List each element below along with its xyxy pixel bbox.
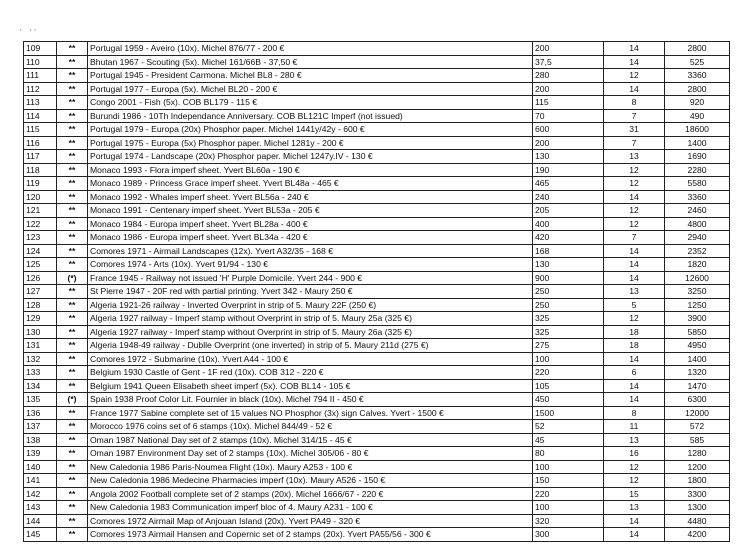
lot-number-cell: 115 bbox=[24, 123, 57, 137]
catalog-value-cell: 100 bbox=[533, 501, 604, 515]
lot-number-cell: 136 bbox=[24, 406, 57, 420]
lot-number-cell: 135 bbox=[24, 393, 57, 407]
description-cell: Portugal 1977 - Europa (5x). Michel BL20 - 200 € bbox=[88, 82, 533, 96]
lot-number-cell: 130 bbox=[24, 325, 57, 339]
condition-cell: ** bbox=[57, 352, 88, 366]
table-row bbox=[24, 528, 730, 542]
description-cell: Algeria 1948-49 railway - Dublle Overprint (one inverted) in strip of 5. Maury 211d (275 €) bbox=[88, 339, 533, 353]
catalog-value-cell: 70 bbox=[533, 109, 604, 123]
lot-number-cell: 117 bbox=[24, 150, 57, 164]
catalog-value-cell: 320 bbox=[533, 514, 604, 528]
catalog-value-cell: 80 bbox=[533, 447, 604, 461]
total-value-cell: 920 bbox=[665, 96, 730, 110]
quantity-cell: 14 bbox=[604, 393, 665, 407]
description-cell: New Caledonia 1986 Paris-Noumea Flight (10x). Maury A253 - 100 € bbox=[88, 460, 533, 474]
condition-cell: ** bbox=[57, 244, 88, 258]
table-row bbox=[24, 298, 730, 312]
description-cell: Oman 1987 Environment Day set of 2 stamps (10x). Michel 305/06 - 80 € bbox=[88, 447, 533, 461]
quantity-cell: 18 bbox=[604, 339, 665, 353]
condition-cell: ** bbox=[57, 285, 88, 299]
table-row bbox=[24, 339, 730, 353]
description-cell: Bhutan 1967 - Scouting (5x). Michel 161/66B - 37,50 € bbox=[88, 55, 533, 69]
condition-cell: ** bbox=[57, 231, 88, 245]
quantity-cell: 14 bbox=[604, 42, 665, 56]
condition-cell: ** bbox=[57, 96, 88, 110]
quantity-cell: 14 bbox=[604, 352, 665, 366]
lot-number-cell: 125 bbox=[24, 258, 57, 272]
total-value-cell: 2280 bbox=[665, 163, 730, 177]
description-cell: Comores 1973 Airmail Hansen and Copernic set of 2 stamps (20x). Yvert PA55/56 - 300 € bbox=[88, 528, 533, 542]
total-value-cell: 1200 bbox=[665, 460, 730, 474]
total-value-cell: 572 bbox=[665, 420, 730, 434]
lot-number-cell: 120 bbox=[24, 190, 57, 204]
total-value-cell: 1800 bbox=[665, 474, 730, 488]
description-cell: Algeria 1927 railway - Imperf stamp without Overprint in strip of 5. Maury 26a (325 €) bbox=[88, 325, 533, 339]
total-value-cell: 2800 bbox=[665, 42, 730, 56]
quantity-cell: 12 bbox=[604, 460, 665, 474]
catalog-value-cell: 100 bbox=[533, 352, 604, 366]
description-cell: Monaco 1992 - Whales imperf sheet. Yvert BL56a - 240 € bbox=[88, 190, 533, 204]
quantity-cell: 12 bbox=[604, 204, 665, 218]
condition-cell: ** bbox=[57, 42, 88, 56]
catalog-value-cell: 150 bbox=[533, 474, 604, 488]
condition-cell: ** bbox=[57, 190, 88, 204]
lot-number-cell: 139 bbox=[24, 447, 57, 461]
total-value-cell: 1470 bbox=[665, 379, 730, 393]
table-row bbox=[24, 69, 730, 83]
quantity-cell: 18 bbox=[604, 325, 665, 339]
condition-cell: ** bbox=[57, 406, 88, 420]
quantity-cell: 8 bbox=[604, 96, 665, 110]
quantity-cell: 7 bbox=[604, 136, 665, 150]
table-row bbox=[24, 447, 730, 461]
catalog-value-cell: 450 bbox=[533, 393, 604, 407]
catalog-value-cell: 205 bbox=[533, 204, 604, 218]
quantity-cell: 8 bbox=[604, 406, 665, 420]
lot-number-cell: 128 bbox=[24, 298, 57, 312]
description-cell: Monaco 1984 - Europa imperf sheet. Yvert BL28a - 400 € bbox=[88, 217, 533, 231]
total-value-cell: 4800 bbox=[665, 217, 730, 231]
table-row bbox=[24, 258, 730, 272]
condition-cell: ** bbox=[57, 366, 88, 380]
lot-number-cell: 132 bbox=[24, 352, 57, 366]
condition-cell: ** bbox=[57, 217, 88, 231]
quantity-cell: 13 bbox=[604, 501, 665, 515]
lot-number-cell: 109 bbox=[24, 42, 57, 56]
table-row bbox=[24, 123, 730, 137]
table-row bbox=[24, 190, 730, 204]
quantity-cell: 14 bbox=[604, 528, 665, 542]
quantity-cell: 12 bbox=[604, 312, 665, 326]
description-cell: Algeria 1927 railway - Imperf stamp without Overprint in strip of 5. Maury 25a (325 €) bbox=[88, 312, 533, 326]
total-value-cell: 5580 bbox=[665, 177, 730, 191]
condition-cell: ** bbox=[57, 514, 88, 528]
condition-cell: (*) bbox=[57, 271, 88, 285]
quantity-cell: 12 bbox=[604, 217, 665, 231]
lot-number-cell: 114 bbox=[24, 109, 57, 123]
table-row bbox=[24, 501, 730, 515]
description-cell: Belgium 1930 Castle of Gent - 1F red (10x). COB 312 - 220 € bbox=[88, 366, 533, 380]
table-row bbox=[24, 379, 730, 393]
description-cell: Burundi 1986 - 10Th Independance Anniversary. COB BL121C Imperf (not issued) bbox=[88, 109, 533, 123]
total-value-cell: 3300 bbox=[665, 487, 730, 501]
lot-number-cell: 119 bbox=[24, 177, 57, 191]
quantity-cell: 13 bbox=[604, 150, 665, 164]
table-row bbox=[24, 285, 730, 299]
description-cell: Monaco 1986 - Europa imperf sheet. Yvert BL34a - 420 € bbox=[88, 231, 533, 245]
description-cell: Monaco 1989 - Princess Grace imperf sheet. Yvert BL48a - 465 € bbox=[88, 177, 533, 191]
stamp-lot-table bbox=[23, 41, 730, 542]
catalog-value-cell: 100 bbox=[533, 460, 604, 474]
catalog-value-cell: 200 bbox=[533, 42, 604, 56]
total-value-cell: 4950 bbox=[665, 339, 730, 353]
catalog-value-cell: 200 bbox=[533, 136, 604, 150]
condition-cell: ** bbox=[57, 69, 88, 83]
condition-cell: ** bbox=[57, 501, 88, 515]
catalog-value-cell: 168 bbox=[533, 244, 604, 258]
table-row bbox=[24, 393, 730, 407]
description-cell: New Caledonia 1986 Medecine Pharmacies imperf (10x). Maury A526 - 150 € bbox=[88, 474, 533, 488]
total-value-cell: 3360 bbox=[665, 190, 730, 204]
condition-cell: ** bbox=[57, 204, 88, 218]
lot-number-cell: 111 bbox=[24, 69, 57, 83]
quantity-cell: 6 bbox=[604, 366, 665, 380]
lot-number-cell: 121 bbox=[24, 204, 57, 218]
table-row bbox=[24, 433, 730, 447]
catalog-value-cell: 420 bbox=[533, 231, 604, 245]
catalog-value-cell: 240 bbox=[533, 190, 604, 204]
lot-number-cell: 131 bbox=[24, 339, 57, 353]
condition-cell: ** bbox=[57, 163, 88, 177]
condition-cell: ** bbox=[57, 433, 88, 447]
quantity-cell: 14 bbox=[604, 271, 665, 285]
catalog-value-cell: 400 bbox=[533, 217, 604, 231]
condition-cell: ** bbox=[57, 474, 88, 488]
description-cell: St Pierre 1947 - 20F red with partial printing. Yvert 342 - Maury 250 € bbox=[88, 285, 533, 299]
description-cell: Portugal 1959 - Aveiro (10x). Michel 876/77 - 200 € bbox=[88, 42, 533, 56]
catalog-value-cell: 52 bbox=[533, 420, 604, 434]
table-row bbox=[24, 514, 730, 528]
lot-number-cell: 145 bbox=[24, 528, 57, 542]
total-value-cell: 2352 bbox=[665, 244, 730, 258]
quantity-cell: 5 bbox=[604, 298, 665, 312]
total-value-cell: 1690 bbox=[665, 150, 730, 164]
catalog-value-cell: 250 bbox=[533, 298, 604, 312]
quantity-cell: 11 bbox=[604, 420, 665, 434]
lot-number-cell: 112 bbox=[24, 82, 57, 96]
table-row bbox=[24, 312, 730, 326]
quantity-cell: 12 bbox=[604, 177, 665, 191]
total-value-cell: 1400 bbox=[665, 136, 730, 150]
catalog-value-cell: 220 bbox=[533, 487, 604, 501]
catalog-value-cell: 325 bbox=[533, 312, 604, 326]
quantity-cell: 12 bbox=[604, 69, 665, 83]
total-value-cell: 1400 bbox=[665, 352, 730, 366]
table-row bbox=[24, 82, 730, 96]
table-row bbox=[24, 460, 730, 474]
condition-cell: ** bbox=[57, 55, 88, 69]
catalog-value-cell: 190 bbox=[533, 163, 604, 177]
table-row bbox=[24, 217, 730, 231]
total-value-cell: 18600 bbox=[665, 123, 730, 137]
lot-number-cell: 113 bbox=[24, 96, 57, 110]
condition-cell: ** bbox=[57, 487, 88, 501]
catalog-value-cell: 37,5 bbox=[533, 55, 604, 69]
description-cell: Portugal 1979 - Europa (20x) Phosphor paper. Michel 1441y/42y - 600 € bbox=[88, 123, 533, 137]
quantity-cell: 14 bbox=[604, 55, 665, 69]
lot-number-cell: 142 bbox=[24, 487, 57, 501]
table-body bbox=[24, 42, 730, 542]
catalog-value-cell: 130 bbox=[533, 258, 604, 272]
quantity-cell: 15 bbox=[604, 487, 665, 501]
quantity-cell: 12 bbox=[604, 474, 665, 488]
quantity-cell: 14 bbox=[604, 379, 665, 393]
description-cell: Algeria 1921-26 railway - Inverted Overprint in strip of 5. Maury 22F (250 €) bbox=[88, 298, 533, 312]
lot-number-cell: 123 bbox=[24, 231, 57, 245]
table-row bbox=[24, 109, 730, 123]
total-value-cell: 4200 bbox=[665, 528, 730, 542]
catalog-value-cell: 130 bbox=[533, 150, 604, 164]
total-value-cell: 490 bbox=[665, 109, 730, 123]
condition-cell: ** bbox=[57, 447, 88, 461]
condition-cell: ** bbox=[57, 339, 88, 353]
condition-cell: ** bbox=[57, 150, 88, 164]
description-cell: Belgium 1941 Queen Elisabeth sheet imperf (5x). COB BL14 - 105 € bbox=[88, 379, 533, 393]
total-value-cell: 2800 bbox=[665, 82, 730, 96]
condition-cell: ** bbox=[57, 460, 88, 474]
table-row bbox=[24, 271, 730, 285]
table-row bbox=[24, 42, 730, 56]
condition-cell: ** bbox=[57, 298, 88, 312]
description-cell: France 1977 Sabine complete set of 15 values NO Phosphor (3x) sign Calves. Yvert - 1500 € bbox=[88, 406, 533, 420]
quantity-cell: 14 bbox=[604, 244, 665, 258]
quantity-cell: 7 bbox=[604, 231, 665, 245]
catalog-value-cell: 220 bbox=[533, 366, 604, 380]
quantity-cell: 12 bbox=[604, 163, 665, 177]
catalog-value-cell: 275 bbox=[533, 339, 604, 353]
quantity-cell: 7 bbox=[604, 109, 665, 123]
total-value-cell: 1300 bbox=[665, 501, 730, 515]
total-value-cell: 3900 bbox=[665, 312, 730, 326]
lot-number-cell: 133 bbox=[24, 366, 57, 380]
total-value-cell: 2940 bbox=[665, 231, 730, 245]
table-row bbox=[24, 231, 730, 245]
description-cell: Comores 1974 - Arts (10x). Yvert 91/94 - 130 € bbox=[88, 258, 533, 272]
condition-cell: (*) bbox=[57, 393, 88, 407]
total-value-cell: 12000 bbox=[665, 406, 730, 420]
lot-number-cell: 137 bbox=[24, 420, 57, 434]
description-cell: Congo 2001 - Fish (5x). COB BL179 - 115 € bbox=[88, 96, 533, 110]
table-row bbox=[24, 406, 730, 420]
lot-number-cell: 144 bbox=[24, 514, 57, 528]
description-cell: Oman 1987 National Day set of 2 stamps (10x). Michel 314/15 - 45 € bbox=[88, 433, 533, 447]
total-value-cell: 525 bbox=[665, 55, 730, 69]
total-value-cell: 4480 bbox=[665, 514, 730, 528]
lot-number-cell: 116 bbox=[24, 136, 57, 150]
total-value-cell: 1820 bbox=[665, 258, 730, 272]
scan-mark: ' '' bbox=[20, 28, 39, 37]
description-cell: Comores 1971 - Airmail Landscapes (12x). Yvert A32/35 - 168 € bbox=[88, 244, 533, 258]
total-value-cell: 1320 bbox=[665, 366, 730, 380]
lot-number-cell: 110 bbox=[24, 55, 57, 69]
description-cell: Portugal 1975 - Europa (5x) Phosphor paper. Michel 1281y - 200 € bbox=[88, 136, 533, 150]
description-cell: Portugal 1945 - President Carmona. Michel BL8 - 280 € bbox=[88, 69, 533, 83]
description-cell: Monaco 1993 - Flora imperf sheet. Yvert BL60a - 190 € bbox=[88, 163, 533, 177]
catalog-value-cell: 1500 bbox=[533, 406, 604, 420]
table-row bbox=[24, 420, 730, 434]
table-row bbox=[24, 163, 730, 177]
total-value-cell: 6300 bbox=[665, 393, 730, 407]
condition-cell: ** bbox=[57, 258, 88, 272]
condition-cell: ** bbox=[57, 123, 88, 137]
table-row bbox=[24, 325, 730, 339]
lot-number-cell: 126 bbox=[24, 271, 57, 285]
condition-cell: ** bbox=[57, 312, 88, 326]
description-cell: New Caledonia 1983 Communication imperf bloc of 4. Maury A231 - 100 € bbox=[88, 501, 533, 515]
description-cell: Comores 1972 - Submarine (10x). Yvert A44 - 100 € bbox=[88, 352, 533, 366]
description-cell: Monaco 1991 - Centenary imperf sheet. Yvert BL53a - 205 € bbox=[88, 204, 533, 218]
condition-cell: ** bbox=[57, 379, 88, 393]
lot-number-cell: 122 bbox=[24, 217, 57, 231]
catalog-value-cell: 600 bbox=[533, 123, 604, 137]
table-row bbox=[24, 177, 730, 191]
table-row bbox=[24, 96, 730, 110]
table-row bbox=[24, 487, 730, 501]
catalog-value-cell: 300 bbox=[533, 528, 604, 542]
catalog-value-cell: 325 bbox=[533, 325, 604, 339]
catalog-value-cell: 465 bbox=[533, 177, 604, 191]
description-cell: Angola 2002 Football complete set of 2 stamps (20x). Michel 1666/67 - 220 € bbox=[88, 487, 533, 501]
table-row bbox=[24, 366, 730, 380]
quantity-cell: 14 bbox=[604, 258, 665, 272]
total-value-cell: 1250 bbox=[665, 298, 730, 312]
condition-cell: ** bbox=[57, 177, 88, 191]
lot-number-cell: 138 bbox=[24, 433, 57, 447]
description-cell: Portugal 1974 - Landscape (20x) Phosphor paper. Michel 1247y.IV - 130 € bbox=[88, 150, 533, 164]
catalog-value-cell: 105 bbox=[533, 379, 604, 393]
catalog-value-cell: 250 bbox=[533, 285, 604, 299]
total-value-cell: 5850 bbox=[665, 325, 730, 339]
catalog-value-cell: 115 bbox=[533, 96, 604, 110]
table-row bbox=[24, 136, 730, 150]
quantity-cell: 16 bbox=[604, 447, 665, 461]
condition-cell: ** bbox=[57, 528, 88, 542]
description-cell: Comores 1972 Airmail Map of Anjouan Island (20x). Yvert PA49 - 320 € bbox=[88, 514, 533, 528]
lot-number-cell: 134 bbox=[24, 379, 57, 393]
condition-cell: ** bbox=[57, 109, 88, 123]
condition-cell: ** bbox=[57, 420, 88, 434]
lot-number-cell: 118 bbox=[24, 163, 57, 177]
catalog-value-cell: 45 bbox=[533, 433, 604, 447]
lot-number-cell: 143 bbox=[24, 501, 57, 515]
table-row bbox=[24, 150, 730, 164]
catalog-value-cell: 200 bbox=[533, 82, 604, 96]
condition-cell: ** bbox=[57, 136, 88, 150]
table-row bbox=[24, 474, 730, 488]
quantity-cell: 14 bbox=[604, 514, 665, 528]
catalog-value-cell: 900 bbox=[533, 271, 604, 285]
total-value-cell: 585 bbox=[665, 433, 730, 447]
description-cell: Morocco 1976 coins set of 6 stamps (10x). Michel 844/49 - 52 € bbox=[88, 420, 533, 434]
lot-number-cell: 127 bbox=[24, 285, 57, 299]
table-row bbox=[24, 352, 730, 366]
total-value-cell: 3360 bbox=[665, 69, 730, 83]
quantity-cell: 13 bbox=[604, 285, 665, 299]
quantity-cell: 31 bbox=[604, 123, 665, 137]
description-cell: Spain 1938 Proof Color Lit. Fournier in black (10x). Michel 794 II - 450 € bbox=[88, 393, 533, 407]
lot-number-cell: 140 bbox=[24, 460, 57, 474]
lot-number-cell: 141 bbox=[24, 474, 57, 488]
total-value-cell: 1280 bbox=[665, 447, 730, 461]
lot-number-cell: 124 bbox=[24, 244, 57, 258]
catalog-value-cell: 280 bbox=[533, 69, 604, 83]
quantity-cell: 14 bbox=[604, 190, 665, 204]
total-value-cell: 12600 bbox=[665, 271, 730, 285]
total-value-cell: 3250 bbox=[665, 285, 730, 299]
lot-number-cell: 129 bbox=[24, 312, 57, 326]
total-value-cell: 2460 bbox=[665, 204, 730, 218]
condition-cell: ** bbox=[57, 325, 88, 339]
quantity-cell: 13 bbox=[604, 433, 665, 447]
table-row bbox=[24, 55, 730, 69]
table-row bbox=[24, 204, 730, 218]
table-row bbox=[24, 244, 730, 258]
condition-cell: ** bbox=[57, 82, 88, 96]
description-cell: France 1945 - Railway not issued 'H' Purple Domicile. Yvert 244 - 900 € bbox=[88, 271, 533, 285]
quantity-cell: 14 bbox=[604, 82, 665, 96]
